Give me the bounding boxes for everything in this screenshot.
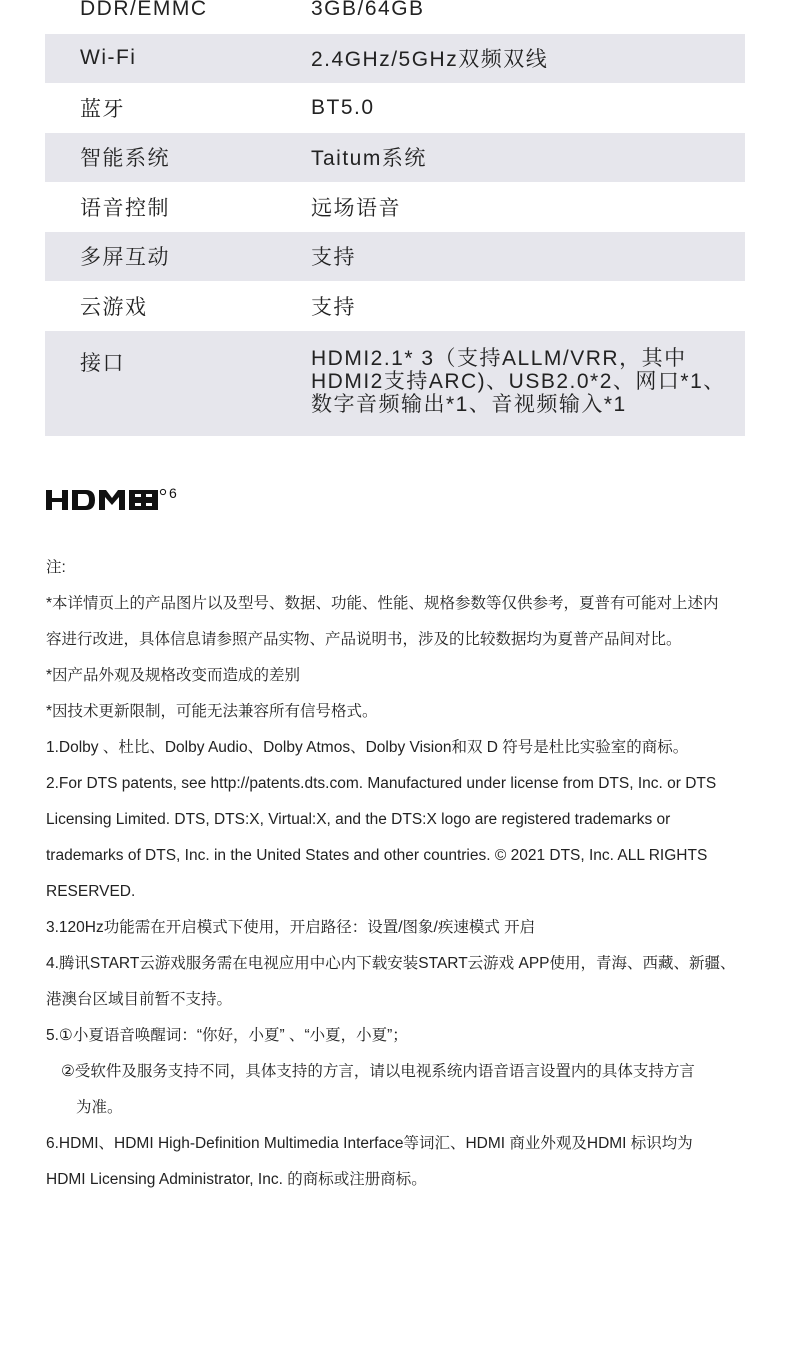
hdmi-logo-superscript: 6 [169, 485, 177, 501]
spec-key: 接口 [80, 351, 125, 375]
note-line: 5.①小夏语音唤醒词：“你好，小夏” 、“小夏，小夏”； [46, 1027, 408, 1044]
notes-section [46, 550, 776, 1198]
hdmi-logo [46, 484, 186, 519]
spec-value: Taitum系统 [311, 147, 427, 171]
spec-value: 2.4GHz/5GHz双频双线 [311, 48, 549, 72]
spec-row-cloudgame [45, 281, 745, 331]
spec-key: Wi-Fi [80, 46, 137, 70]
spec-key: 语音控制 [80, 196, 170, 220]
spec-key: 多屏互动 [80, 246, 170, 270]
note-line: *本详情页上的产品图片以及型号、数据、功能、性能、规格参数等仅供参考，夏普有可能对上述内 [46, 595, 719, 612]
spec-key: DDR/EMMC [80, 0, 208, 20]
spec-value-line: 数字音频输出*1、音视频输入*1 [311, 392, 627, 416]
spec-row-ddr [45, 0, 745, 34]
spec-value: BT5.0 [311, 95, 375, 119]
spec-row-bluetooth [45, 83, 745, 133]
spec-table [45, 0, 745, 436]
spec-value [311, 347, 745, 416]
note-line: *因技术更新限制，可能无法兼容所有信号格式。 [46, 703, 378, 720]
note-line: trademarks of DTS, Inc. in the United States and other countries. © 2021 DTS, Inc. ALL RIGHTS [46, 847, 708, 864]
note-line: 容进行改进，具体信息请参照产品实物、产品说明书，涉及的比较数据均为夏普产品间对比。 [46, 631, 682, 648]
note-line: HDMI Licensing Administrator, Inc. 的商标或注册商标。 [46, 1171, 427, 1188]
spec-key: 智能系统 [80, 147, 170, 171]
note-line: 3.120Hz功能需在开启模式下使用，开启路径：设置/图象/疾速模式 开启 [46, 919, 536, 936]
note-line: *因产品外观及规格改变而造成的差别 [46, 667, 301, 684]
spec-row-ports [45, 331, 745, 436]
spec-row-multiscreen [45, 232, 745, 282]
note-line: RESERVED. [46, 883, 136, 900]
spec-value-line: HDMI2.1* 3（支持ALLM/VRR，其中 [311, 346, 687, 370]
spec-value: 支持 [311, 295, 356, 319]
spec-key: 蓝牙 [80, 97, 125, 121]
spec-row-os [45, 133, 745, 183]
spec-value: 远场语音 [311, 196, 401, 220]
note-line: 6.HDMI、HDMI High-Definition Multimedia Interface等词汇、HDMI 商业外观及HDMI 标识均为 [46, 1135, 693, 1152]
note-line: 2.For DTS patents, see http://patents.dts.com. Manufactured under license from DTS, Inc. or DTS [46, 775, 717, 792]
note-line: 港澳台区域目前暂不支持。 [46, 991, 233, 1008]
note-line: 4.腾讯START云游戏服务需在电视应用中心内下载安装START云游戏 APP使用，青海、西藏、新疆、 [46, 955, 736, 972]
spec-row-voice [45, 182, 745, 232]
spec-row-wifi [45, 34, 745, 84]
spec-value-line: HDMI2支持ARC)、USB2.0*2、网口*1、 [311, 369, 726, 393]
spec-value: 支持 [311, 246, 356, 270]
notes-heading: 注: [46, 559, 66, 576]
note-line: Licensing Limited. DTS, DTS:X, Virtual:X, and the DTS:X logo are registered trademarks or [46, 811, 671, 828]
note-line: 1.Dolby 、杜比、Dolby Audio、Dolby Atmos、Dolby Vision和双 D 符号是杜比实验室的商标。 [46, 739, 689, 756]
spec-key: 云游戏 [80, 295, 148, 319]
note-line: 为准。 [76, 1099, 123, 1116]
spec-value: 3GB/64GB [311, 0, 425, 20]
note-line: ②受软件及服务支持不同，具体支持的方言，请以电视系统内语音语言设置内的具体支持方言 [61, 1063, 695, 1080]
